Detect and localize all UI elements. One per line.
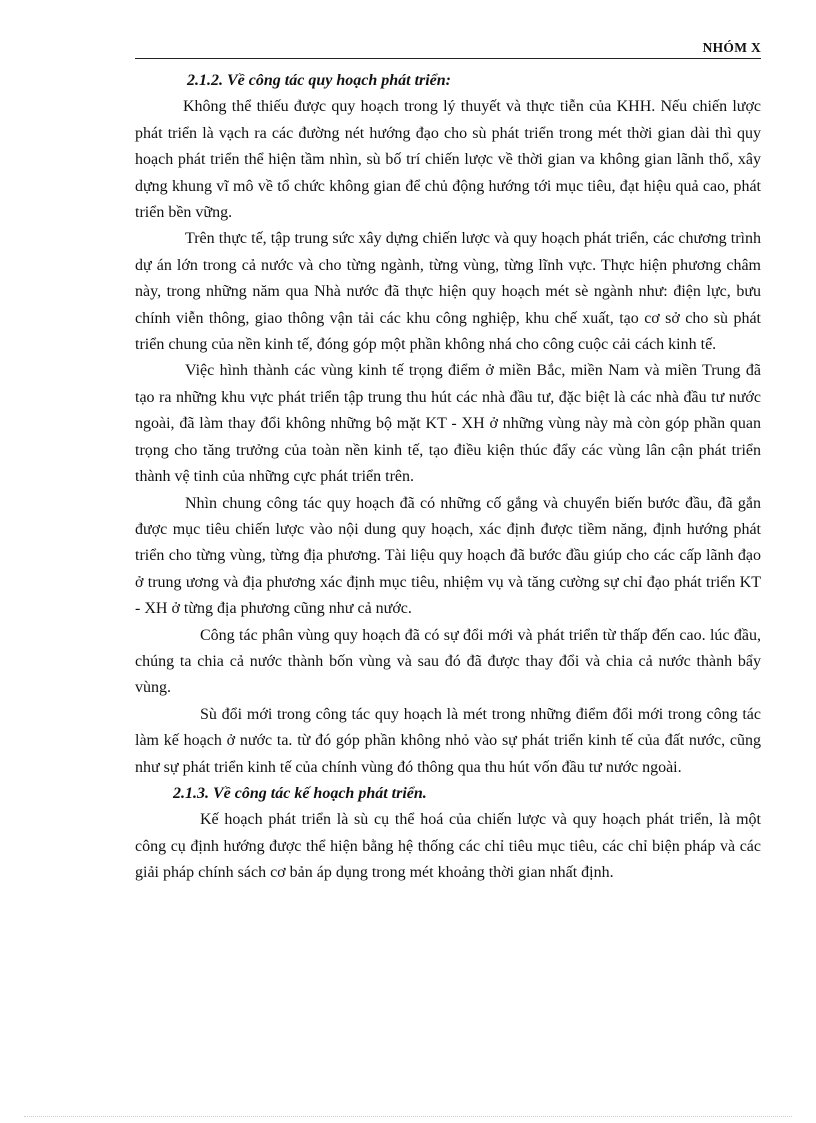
- group-label: NHÓM X: [702, 40, 761, 55]
- paragraph: Trên thực tế, tập trung sức xây dựng chiến lược và quy hoạch phát triển, các chương trình dự án lớn trong cả nước và cho từng ngành, từng vùng, từng lĩnh vực. Thực hiện phương châm này, trong những năm qua Nhà nước đã thực hiện quy hoạch mét sè ngành như: điện lực, bưu chính viễn thông, giao thông vận tải các khu công nghiệp, khu chế xuất, tạo cơ sở cho sù phát triển chung của nền kinh tế, đóng góp một phần không nhá cho công cuộc cải cách kinh tế.: [135, 230, 761, 354]
- paragraph: Kế hoạch phát triển là sù cụ thể hoá của chiến lược và quy hoạch phát triển, là một công cụ định hướng được thể hiện bằng hệ thống các chỉ tiêu mục tiêu, các chỉ biện pháp và các giải pháp chính sách cơ bản áp dụng trong mét khoảng thời gian nhất định.: [135, 811, 761, 882]
- paragraph: Việc hình thành các vùng kinh tế trọng điểm ở miền Bắc, miền Nam và miền Trung đã tạo ra những khu vực phát triển tập trung thu hút các nhà đầu tư, đặc biệt là các nhà đầu tư nước ngoài, đã làm thay đổi không những bộ mặt KT - XH ở những vùng này mà còn góp phần quan trọng cho tăng trưởng của toàn nền kinh tế, tạo điều kiện thúc đẩy các vùng lân cận phát triển thành vệ tinh của những cực phát triển trên.: [135, 362, 761, 486]
- paragraph: Sù đổi mới trong công tác quy hoạch là mét trong những điểm đổi mới trong công tác làm kế hoạch ở nước ta. từ đó góp phần không nhỏ vào sự phát triển kinh tế của đất nước, cũng như sự phát triển kinh tế của chính vùng đó thông qua thu hút vốn đầu tư nước ngoài.: [135, 705, 761, 776]
- section-heading-plan: 2.1.3. Về công tác kế hoạch phát triển.: [173, 784, 427, 802]
- paragraph: Nhìn chung công tác quy hoạch đã có những cố gắng và chuyển biến bước đầu, đã gắn được mục tiêu chiến lược vào nội dung quy hoạch, xác định được tiềm năng, định hướng phát triển cho từng vùng, từng địa phương. Tài liệu quy hoạch đã bước đầu giúp cho các cấp lãnh đạo ở trung ương và địa phương xác định mục tiêu, nhiệm vụ và tăng cường sự chỉ đạo phát triển KT - XH ở từng địa phương cũng như cả nước.: [135, 494, 761, 618]
- section-heading-planning: 2.1.2. Về công tác quy hoạch phát triển:: [187, 72, 452, 89]
- document-body: [135, 68, 761, 887]
- page-bottom-divider: [24, 1116, 792, 1117]
- paragraph: Không thể thiếu được quy hoạch trong lý thuyết và thực tiễn của KHH. Nếu chiến lược phát triển là vạch ra các đường nét hướng đạo cho sù phát triển trong mét thời gian dài thì quy hoạch phát triển thể hiện tầm nhìn, sù bố trí chiến lược về thời gian va không gian lãnh thổ, xây dựng khung vĩ mô về tổ chức không gian để chủ động hướng tới mục tiêu, đạt hiệu quả cao, phát triển bền vững.: [135, 98, 761, 222]
- page-header: [135, 38, 761, 59]
- paragraph: Công tác phân vùng quy hoạch đã có sự đổi mới và phát triển từ thấp đến cao. lúc đầu, chúng ta chia cả nước thành bốn vùng và sau đó đã được thay đổi và chia cả nước thành bẩy vùng.: [135, 626, 761, 697]
